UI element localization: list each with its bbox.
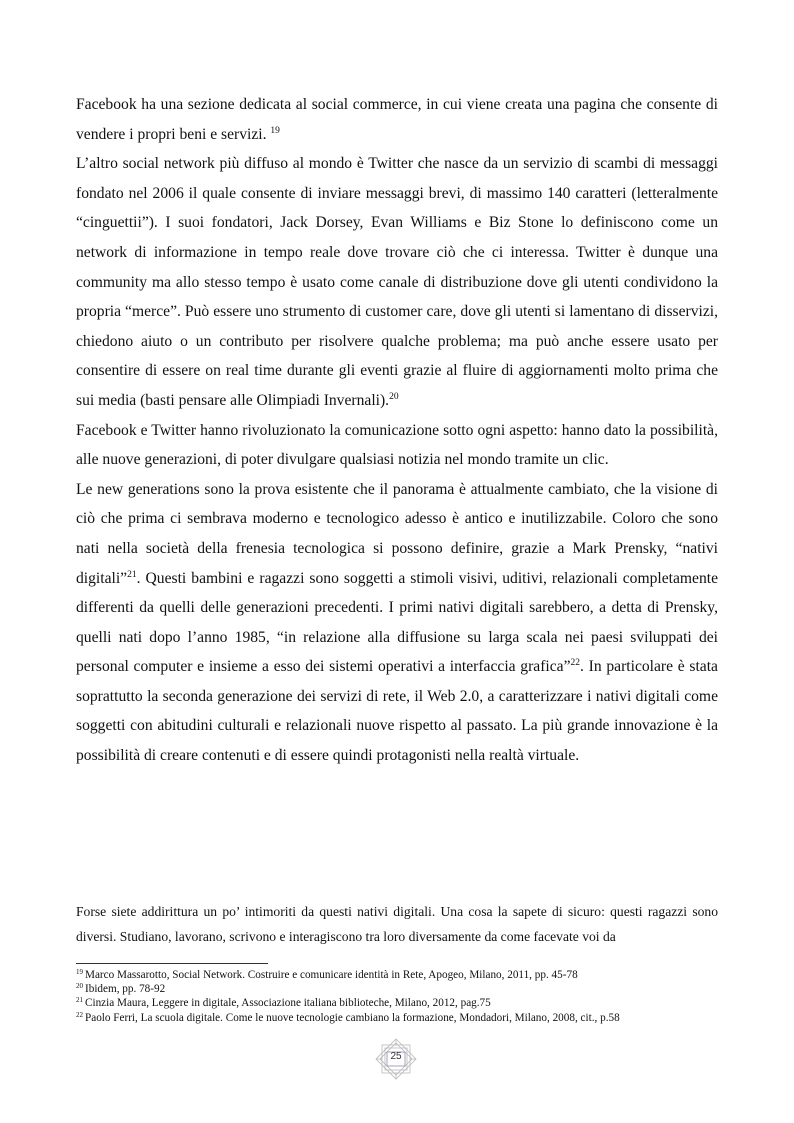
- footnote-text: Marco Massarotto, Social Network. Costruire e comunicare identità in Rete, Apogeo, Milano, 2011, pp. 45-78: [85, 969, 578, 981]
- paragraph-text-continued: . Questi bambini e ragazzi sono soggetti a stimoli visivi, uditivi, relazionali completamente differenti da quelli delle generazioni precedenti. I primi nativi digitali sarebbero, a detta di Prensky, quelli nati dopo l’anno 1985, “in relazione alla diffusione su larga scala nei paesi sviluppati dei personal computer e insieme a esso dei sistemi operativi a interfaccia grafica”: [76, 569, 718, 676]
- footnote-text: Ibidem, pp. 78-92: [85, 983, 166, 996]
- footnote-19: [76, 968, 716, 982]
- block-quote: [76, 899, 718, 949]
- footnote-number: 21: [76, 996, 83, 1005]
- footnote-text: Cinzia Maura, Leggere in digitale, Associazione italiana biblioteche, Milano, 2012, pag.75: [85, 997, 491, 1010]
- footnote-22: [76, 1011, 716, 1025]
- paragraph-revolution: [76, 416, 718, 475]
- footnote-ref[interactable]: 21: [127, 569, 137, 580]
- footnote-text: Paolo Ferri, La scuola digitale. Come le nuove tecnologie cambiano la formazione, Mondadori, Milano, 2008, cit., p.58: [85, 1011, 620, 1024]
- paragraph-text: Le new generations sono la prova esistente che il panorama è attualmente cambiato, che la visione di ciò che prima ci sembrava moderno e tecnologico adesso è antico e inutilizzabile. Coloro che sono nati nella società della frenesia tecnologica si possono definire, grazie a Mark Prensky, “nativi digitali”: [76, 480, 718, 587]
- quote-text: Forse siete addirittura un po’ intimoriti da questi nativi digitali. Una cosa la sapete di sicuro: questi ragazzi sono diversi. Studiano, lavorano, scrivono e interagiscono tra loro diversamente da come facevate voi da: [76, 904, 718, 944]
- paragraph-text: Facebook ha una sezione dedicata al social commerce, in cui viene creata una pagina che consente di vendere i propri beni e servizi.: [76, 96, 718, 143]
- paragraph-text: L’altro social network più diffuso al mondo è Twitter che nasce da un servizio di scambi di messaggi fondato nel 2006 il quale consente di inviare messaggi brevi, di massimo 140 caratteri (letteralmente “cinguettii”). I suoi fondatori, Jack Dorsey, Evan Williams e Biz Stone lo definiscono come un network di informazione in tempo reale dove trovare ciò che ci interessa. Twitter è dunque una community ma allo stesso tempo è usato come canale di distribuzione dove gli utenti condividono la propria “merce”. Può essere uno strumento di customer care, dove gli utenti si lamentano di disservizi, chiedono aiuto o un contributo per risolvere qualche problema; ma può anche essere usato per consentire di essere on real time durante gli eventi grazie al fluire di aggiornamenti molto prima che sui media (basti pensare alle Olimpiadi Invernali).: [76, 155, 718, 409]
- paragraph-twitter: [76, 149, 718, 415]
- footnotes: [76, 968, 716, 1025]
- footnote-number: 20: [76, 982, 83, 991]
- footnote-separator: [76, 963, 268, 964]
- paragraph-new-generations: [76, 475, 718, 771]
- footnote-20: [76, 982, 716, 996]
- footnote-number: 19: [76, 968, 83, 976]
- body-text: [76, 90, 718, 771]
- footnote-ref[interactable]: 22: [570, 658, 581, 669]
- paragraph-social-commerce: [76, 90, 718, 149]
- footnote-ref[interactable]: 20: [389, 391, 399, 402]
- paragraph-text: Facebook e Twitter hanno rivoluzionato la comunicazione sotto ogni aspetto: hanno dato la possibilità, alle nuove generazioni, di poter divulgare qualsiasi notizia nel mondo tramite un clic.: [76, 421, 718, 469]
- paragraph-text-continued: . In particolare è stata soprattutto la seconda generazione dei servizi di rete, il Web 2.0, a caratterizzare i nativi digitali come soggetti con abitudini culturali e relazionali nuove rispetto al passato. La più grande innovazione è la possibilità di creare contenuti e di essere quindi protagonisti nella realtà virtuale.: [76, 658, 718, 765]
- footnote-21: [76, 996, 716, 1010]
- footnote-number: 22: [76, 1010, 83, 1019]
- footnote-ref[interactable]: 19: [270, 125, 280, 136]
- page-number: 25: [390, 1051, 402, 1062]
